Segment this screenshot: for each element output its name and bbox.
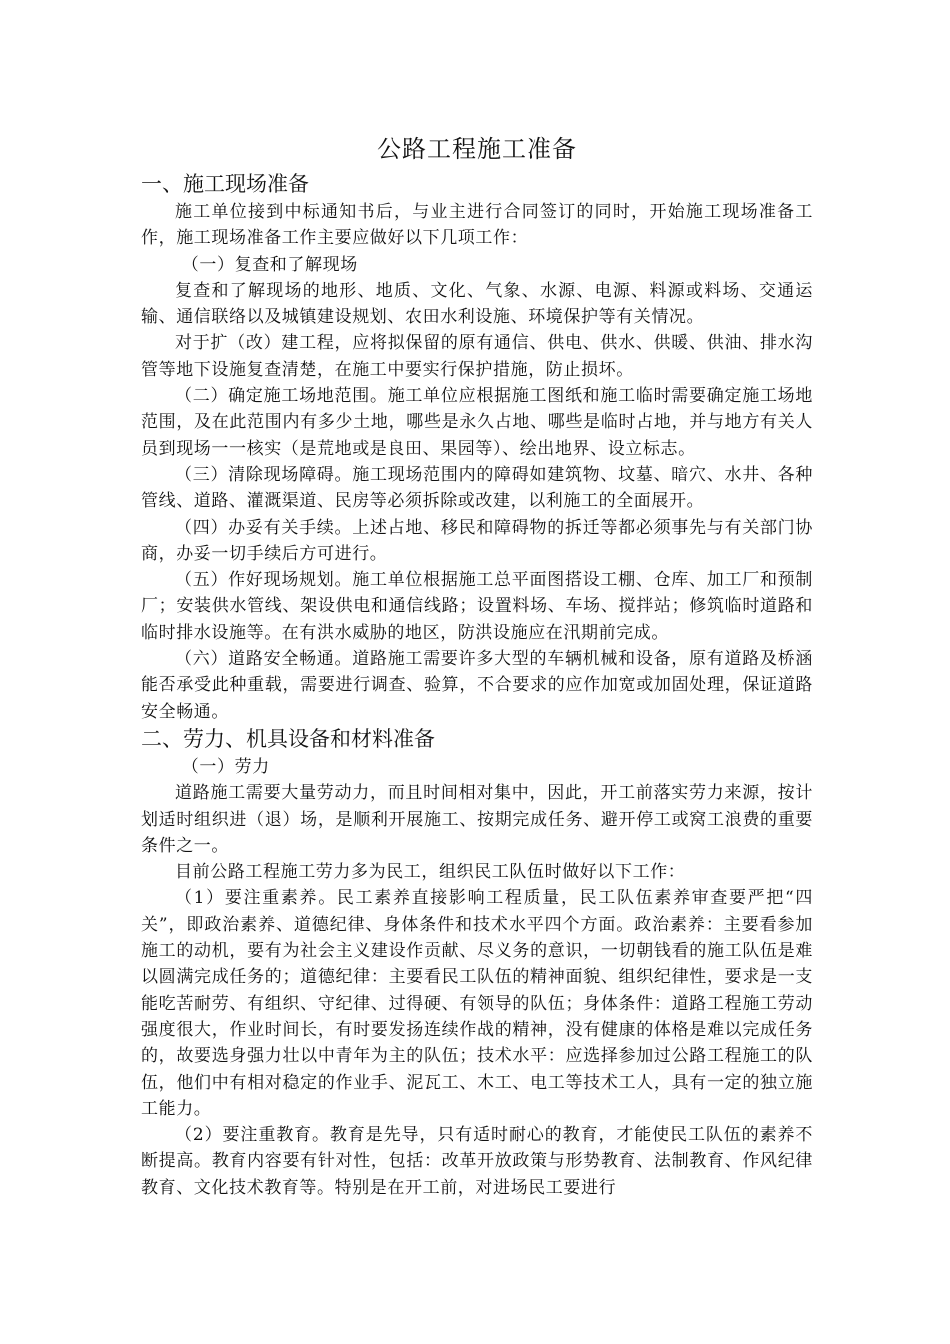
paragraph: （2）要注重教育。教育是先导，只有适时耐心的教育，才能使民工队伍的素养不断提高。教育内容要有针对性，包括：改革开放政策与形势教育、法制教育、作风纪律教育、文化技术教育等。特别是在开工前，对进场民工要进行 bbox=[141, 1125, 813, 1198]
subheading: （一）复查和了解现场 bbox=[181, 254, 358, 275]
subheading: （一）劳力 bbox=[181, 756, 270, 777]
paragraph: （四）办妥有关手续。上述占地、移民和障碍物的拆迁等都必须事先与有关部门协商，办妥一切手续后方可进行。 bbox=[141, 517, 813, 564]
section-heading: 二、劳力、机具设备和材料准备 bbox=[141, 726, 435, 751]
paragraph: （三）清除现场障碍。施工现场范围内的障碍如建筑物、坟墓、暗穴、水井、各种管线、道路、灌溉渠道、民房等必须拆除或改建，以利施工的全面展开。 bbox=[141, 464, 813, 512]
document-title: 公路工程施工准备 bbox=[377, 135, 577, 163]
paragraph: 对于扩（改）建工程，应将拟保留的原有通信、供电、供水、供暖、供油、排水沟管等地下设施复查清楚，在施工中要实行保护措施，防止损坏。 bbox=[141, 333, 813, 380]
document-page bbox=[141, 132, 813, 1201]
paragraph: 道路施工需要大量劳动力，而且时间相对集中，因此，开工前落实劳力来源，按计划适时组织进（退）场，是顺利开展施工、按期完成任务、避开停工或窝工浪费的重要条件之一。 bbox=[141, 783, 813, 856]
paragraph: 目前公路工程施工劳力多为民工，组织民工队伍时做好以下工作： bbox=[175, 862, 686, 883]
section-heading: 一、施工现场准备 bbox=[141, 172, 309, 196]
paragraph: （1）要注重素养。民工素养直接影响工程质量，民工队伍素养审查要严把“四关”，即政治素养、道德纪律、身体条件和技术水平四个方面。政治素养：主要看参加施工的动机，要有为社会主义建设作贡献、尽义务的意识，一切朝钱看的施工队伍是难以圆满完成任务的；道德纪律：主要看民工队伍的精神面貌、组织纪律性，要求是一支能吃苦耐劳、有组织、守纪律、过得硬、有领导的队伍；身体条件：道路工程施工劳动强度很大，作业时间长，有时要发扬连续作战的精神，没有健康的体格是难以完成任务的，故要选身强力壮以中青年为主的队伍；技术水平：应选择参加过公路工程施工的队伍，他们中有相对稳定的作业手、泥瓦工、木工、电工等技术工人，具有一定的独立施工能力。 bbox=[141, 888, 813, 1119]
paragraph: （二）确定施工场地范围。施工单位应根据施工图纸和施工临时需要确定施工场地范围，及在此范围内有多少土地，哪些是永久占地、哪些是临时占地，并与地方有关人员到现场一一核实（是荒地或是良田、果园等）、绘出地界、设立标志。 bbox=[141, 386, 813, 459]
paragraph: 复查和了解现场的地形、地质、文化、气象、水源、电源、料源或料场、交通运输、通信联络以及城镇建设规划、农田水利设施、环境保护等有关情况。 bbox=[141, 280, 813, 328]
paragraph: （五）作好现场规划。施工单位根据施工总平面图搭设工棚、仓库、加工厂和预制厂；安装供水管线、架设供电和通信线路；设置料场、车场、搅拌站；修筑临时道路和临时排水设施等。在有洪水威胁的地区，防洪设施应在汛期前完成。 bbox=[141, 570, 813, 643]
paragraph: （六）道路安全畅通。道路施工需要许多大型的车辆机械和设备，原有道路及桥涵能否承受此种重载，需要进行调查、验算，不合要求的应作加宽或加固处理，保证道路安全畅通。 bbox=[141, 649, 813, 722]
paragraph: 施工单位接到中标通知书后，与业主进行合同签订的同时，开始施工现场准备工作，施工现场准备工作主要应做好以下几项工作： bbox=[141, 202, 813, 249]
